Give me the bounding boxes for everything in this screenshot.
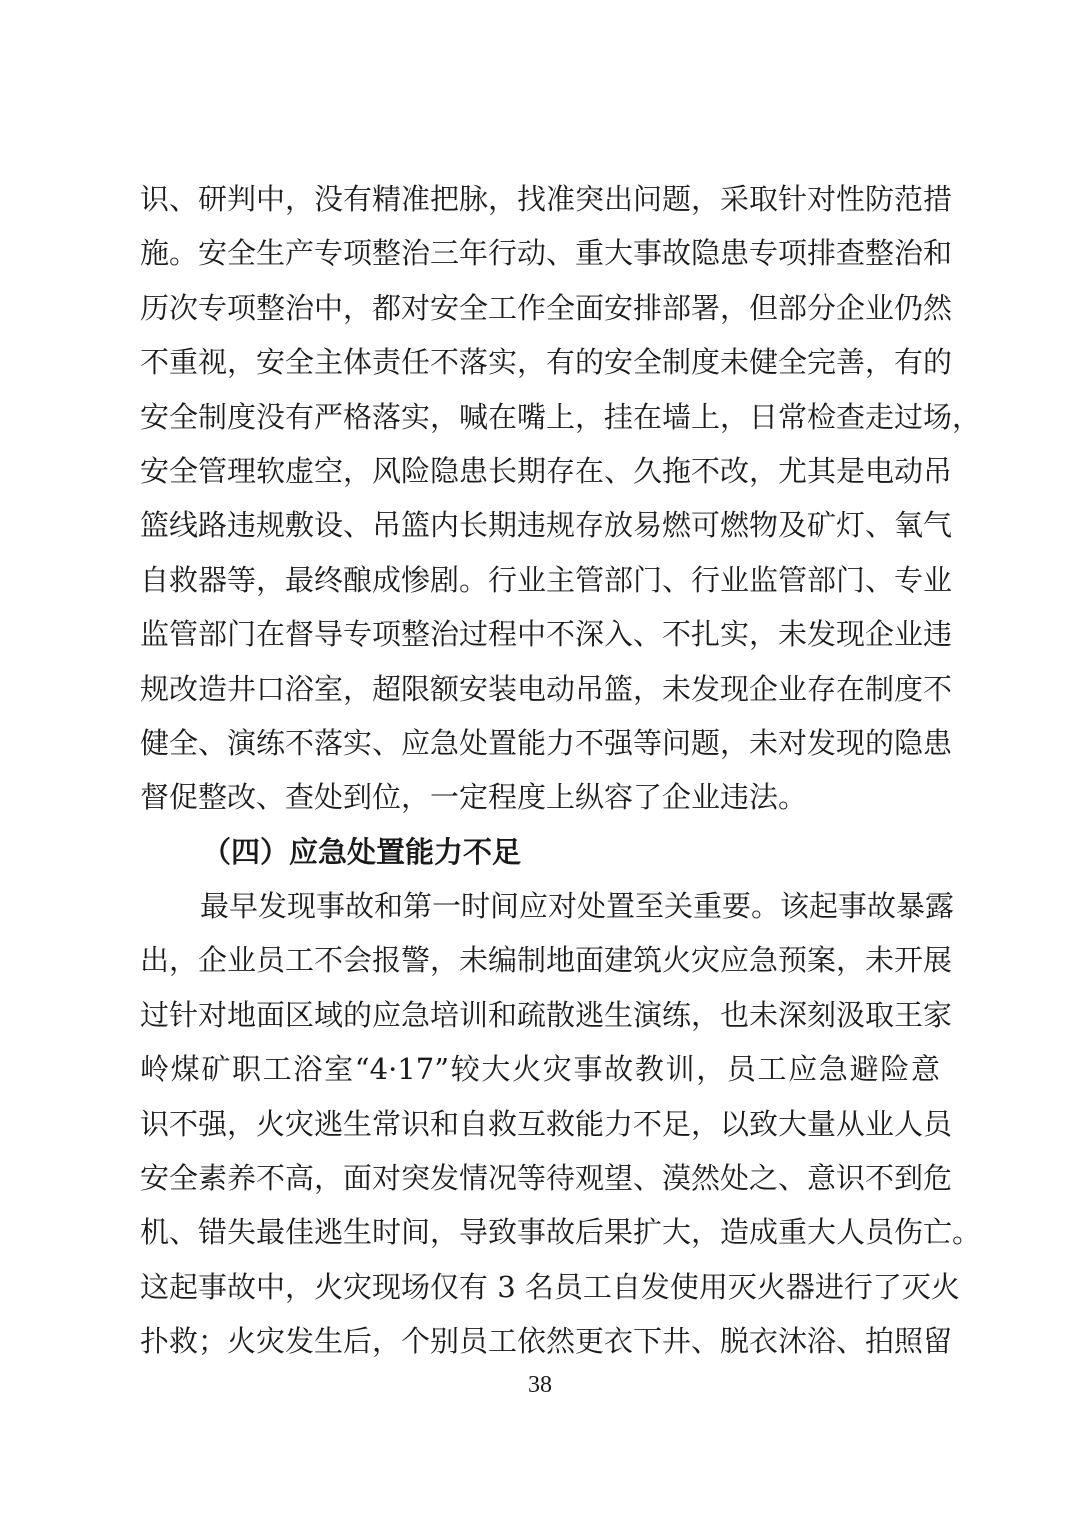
paragraph-2 xyxy=(140,879,982,1369)
text-line: 历次专项整治中，都对安全工作全面安排部署，但部分企业仍然 xyxy=(140,290,953,325)
page-number: 38 xyxy=(528,1372,552,1398)
text-line: 安全制度没有严格落实，喊在嘴上，挂在墙上，日常检查走过场， xyxy=(140,399,982,434)
text-line: 这起事故中，火灾现场仅有 3 名员工自发使用灭火器进行了灭火 xyxy=(140,1269,960,1304)
text-line: 识、研判中，没有精准把脉，找准突出问题，采取针对性防范措 xyxy=(140,182,953,216)
text-line: 出，企业员工不会报警，未编制地面建筑火灾应急预案，未开展 xyxy=(140,943,953,978)
text-line: 机、错失最佳逃生时间，导致事故后果扩大，造成重大人员伤亡。 xyxy=(140,1215,982,1250)
text-line: 扑救；火灾发生后，个别员工依然更衣下井、脱衣沐浴、拍照留 xyxy=(140,1324,953,1359)
text-line: 施。安全生产专项整治三年行动、重大事故隐患专项排查整治和 xyxy=(140,236,953,271)
body-text xyxy=(140,172,982,1369)
section-heading: （四）应急处置能力不足 xyxy=(202,834,522,869)
text-line: 监管部门在督导专项整治过程中不深入、不扎实，未发现企业违 xyxy=(140,617,953,652)
paragraph-1 xyxy=(140,172,982,825)
text-line: 健全、演练不落实、应急处置能力不强等问题，未对发现的隐患 xyxy=(140,725,953,760)
text-line: 岭煤矿职工浴室“4·17”较大火灾事故教训，员工应急避险意 xyxy=(140,1052,940,1087)
text-line: 不重视，安全主体责任不落实，有的安全制度未健全完善，有的 xyxy=(140,345,953,380)
text-line: 安全素养不高，面对突发情况等待观望、漠然处之、意识不到危 xyxy=(140,1161,953,1196)
text-line: 督促整改、查处到位，一定程度上纵容了企业违法。 xyxy=(140,780,808,815)
text-line: 安全管理软虚空，风险隐患长期存在、久拖不改，尤其是电动吊 xyxy=(140,453,953,488)
text-line: 最早发现事故和第一时间应对处置至关重要。该起事故暴露 xyxy=(200,889,955,924)
text-line: 自救器等，最终酿成惨剧。行业主管部门、行业监管部门、专业 xyxy=(140,562,953,597)
text-line: 篮线路违规敷设、吊篮内长期违规存放易燃可燃物及矿灯、氧气 xyxy=(140,508,953,543)
text-line: 规改造井口浴室，超限额安装电动吊篮，未发现企业存在制度不 xyxy=(140,671,953,706)
text-line: 过针对地面区域的应急培训和疏散逃生演练，也未深刻汲取王家 xyxy=(140,997,953,1032)
text-line: 识不强，火灾逃生常识和自救互救能力不足，以致大量从业人员 xyxy=(140,1106,953,1141)
